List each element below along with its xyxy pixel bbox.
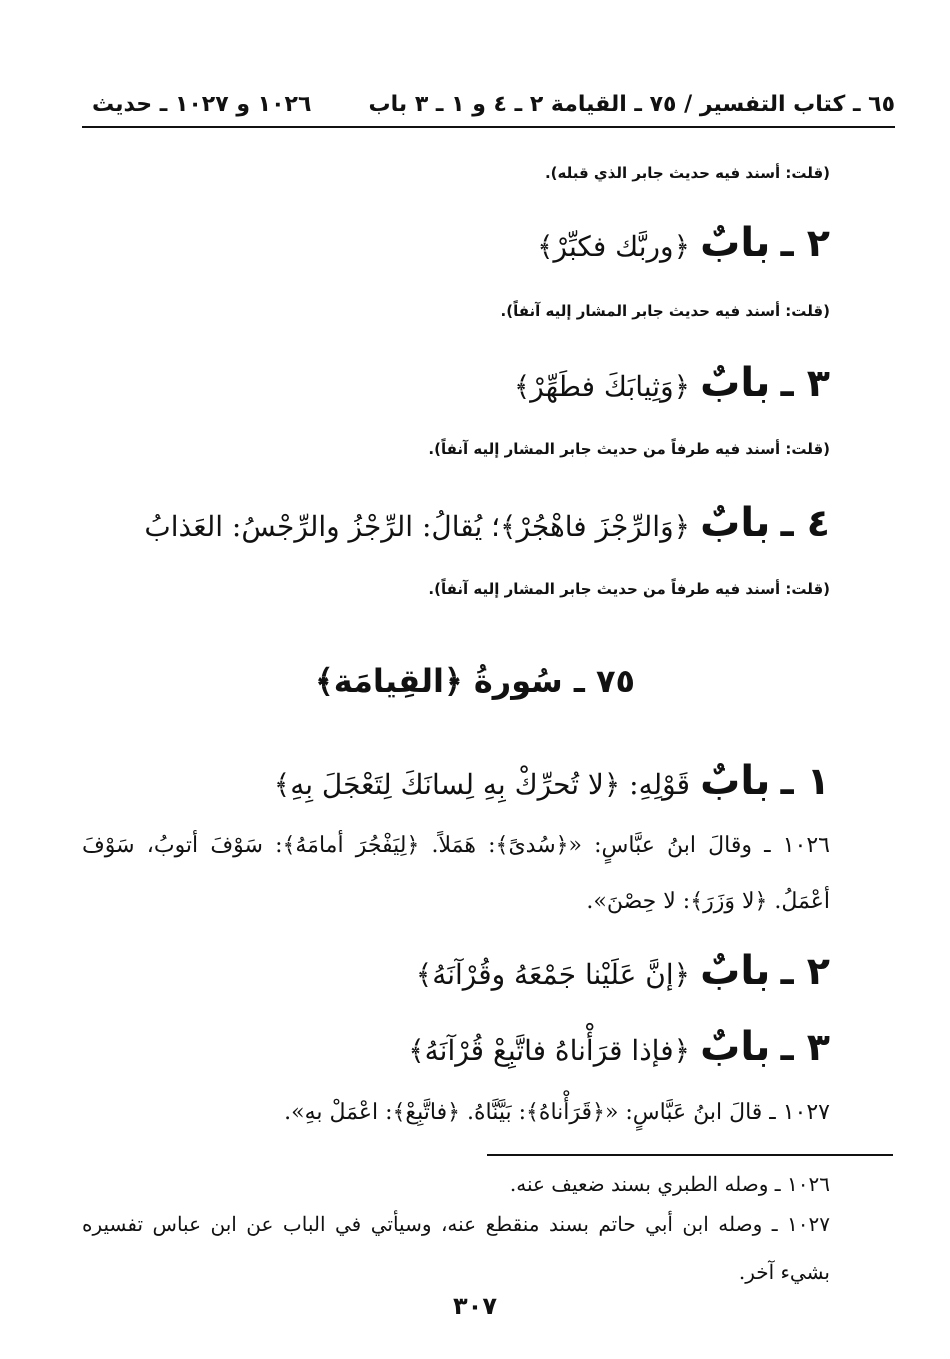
editor-note: (قلت: أسند فيه حديث جابر الذي قبله).: [544, 164, 830, 182]
bab-word: بابٌ: [700, 758, 771, 804]
bab-title: قَوْلِهِ: ﴿لا تُحرِّكْ بِهِ لِسانَكَ لِتَعْجَلَ بِهِ﴾: [273, 768, 690, 801]
bab-title: ﴿فإذا قرَأْناهُ فاتَّبِعْ قُرْآنَهُ﴾: [408, 1034, 690, 1067]
bab-number: ٢ ـ: [780, 949, 830, 993]
bab-heading: [514, 360, 830, 406]
bab-title: ﴿إنَّ عَلَيْنا جَمْعَهُ وقُرْآنَهُ﴾: [415, 958, 690, 991]
bab-number: ١ ـ: [780, 759, 830, 803]
bab-word: بابٌ: [700, 360, 771, 406]
bab-number: ٣ ـ: [780, 1025, 830, 1069]
running-header: [82, 86, 895, 128]
bab-title: ﴿وربَّك فكبِّرْ﴾: [537, 230, 690, 263]
hadith-paragraph: ١٠٢٦ ـ وقالَ ابنُ عبَّاسٍ: «﴿سُدىً﴾: هَمَلاً. ﴿لِيَفْجُرَ أمامَهُ﴾: سَوْفَ أتوبُ، سَوْفَ أعْمَلُ. ﴿لا وَزَرَ﴾: لا حِصْنَ».: [82, 833, 830, 914]
bab-number: ٤ ـ: [780, 501, 830, 545]
editor-note: (قلت: أسند فيه طرفاً من حديث جابر المشار إليه آنفاً).: [428, 580, 830, 598]
bab-word: بابٌ: [700, 1024, 771, 1070]
bab-heading: [274, 758, 830, 804]
footnote: ١٠٢٦ ـ وصله الطبري بسند ضعيف عنه.: [509, 1172, 830, 1196]
bab-heading: [144, 500, 830, 546]
bab-number: ٣ ـ: [780, 361, 830, 405]
bab-title: ﴿وَثِيابَكَ فطَهِّرْ﴾: [513, 370, 690, 403]
bab-heading: [416, 948, 830, 994]
footnote-divider: [487, 1154, 893, 1156]
hadith-paragraph: ١٠٢٧ ـ قالَ ابنُ عَبَّاسٍ: «﴿قَرَأْناهُ﴾: بَيَّنَّاهُ. ﴿فاتَّبِعْ﴾: اعْمَلْ بهِ».: [284, 1100, 830, 1125]
bab-number: ٢ ـ: [780, 221, 830, 265]
bab-title: ﴿وَالرِّجْزَ فاهْجُرْ﴾؛ يُقالُ: الرِّجْزُ والرِّجْسُ: العَذابُ: [144, 510, 690, 543]
bab-word: بابٌ: [700, 500, 771, 546]
surah-heading: ٧٥ ـ سُورةُ ﴿القِيامَة﴾: [314, 662, 636, 700]
bab-word: بابٌ: [700, 220, 771, 266]
header-chapter-title: ٦٥ ـ كتاب التفسير / ٧٥ ـ القيامة ٢ ـ ٤ و ١ ـ ٣ باب: [368, 92, 895, 117]
bab-word: بابٌ: [700, 948, 771, 994]
footnote: ١٠٢٧ ـ وصله ابن أبي حاتم بسند منقطع عنه، وسيأتي في الباب عن ابن عباس تفسيره بشيء آخر.: [82, 1212, 830, 1284]
header-hadith-range: ١٠٢٦ و ١٠٢٧ ـ حديث: [92, 92, 312, 117]
editor-note: (قلت: أسند فيه طرفاً من حديث جابر المشار إليه آنفاً).: [428, 440, 830, 458]
bab-heading: [537, 220, 830, 266]
editor-note: (قلت: أسند فيه حديث جابر المشار إليه آنفاً).: [500, 302, 830, 320]
page-number: ٣٠٧: [453, 1292, 497, 1320]
bab-heading: [408, 1024, 830, 1070]
